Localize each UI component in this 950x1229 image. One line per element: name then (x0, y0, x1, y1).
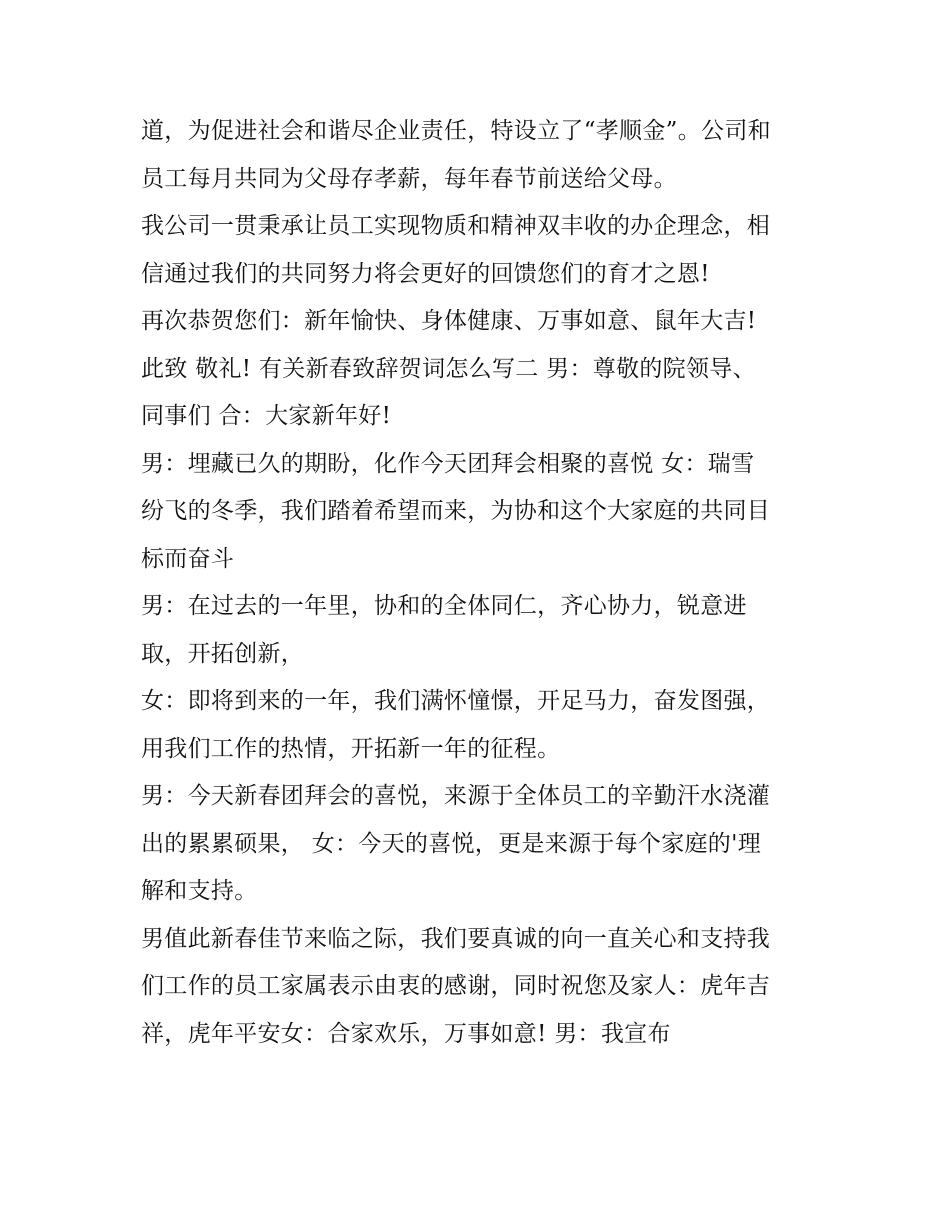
text-line: 取，开拓创新， (141, 640, 305, 667)
text-line: 女：即将到来的一年，我们满怀憧憬，开足马力，奋发图强， (141, 688, 771, 714)
text-line: 男：今天新春团拜会的喜悦，来源于全体员工的辛勤汗水浇灌 (141, 783, 771, 809)
text-line: 员工每月共同为父母存孝薪，每年春节前送给父母。 (141, 165, 677, 192)
text-line: 同事们 合：大家新年好! (141, 403, 392, 429)
text-line: 们工作的员工家属表示由衷的感谢，同时祝您及家人：虎年吉 (141, 973, 771, 999)
text-line: 此致 敬礼! 有关新春致辞贺词怎么写二 男：尊敬的院领导、 (141, 355, 756, 382)
text-line: 我公司一贯秉承让员工实现物质和精神双丰收的办企理念，相 (141, 213, 771, 239)
text-line: 纷飞的冬季，我们踏着希望而来，为协和这个大家庭的共同目 (141, 498, 771, 524)
text-line: 出的累累硕果， 女：今天的喜悦，更是来源于每个家庭的'理 (141, 830, 762, 857)
text-line: 男：埋藏已久的期盼，化作今天团拜会相聚的喜悦 女：瑞雪 (141, 450, 755, 477)
text-line: 男：在过去的一年里，协和的全体同仁，齐心协力，锐意进 (141, 593, 747, 619)
text-line: 解和支持。 (141, 878, 258, 904)
text-line: 再次恭贺您们：新年愉快、身体健康、万事如意、鼠年大吉! (141, 308, 757, 334)
text-line: 用我们工作的热情，开拓新一年的征程。 (141, 735, 561, 762)
document-body (141, 108, 821, 1058)
text-line: 男值此新春佳节来临之际，我们要真诚的向一直关心和支持我 (141, 925, 771, 952)
text-line: 标而奋斗 (141, 545, 235, 572)
text-line: 道，为促进社会和谐尽企业责任，特设立了“孝顺金”。公司和 (141, 118, 771, 144)
text-line: 信通过我们的共同努力将会更好的回馈您们的育才之恩! (141, 260, 710, 287)
text-line: 祥，虎年平安女：合家欢乐，万事如意! 男：我宣布 (141, 1020, 671, 1047)
